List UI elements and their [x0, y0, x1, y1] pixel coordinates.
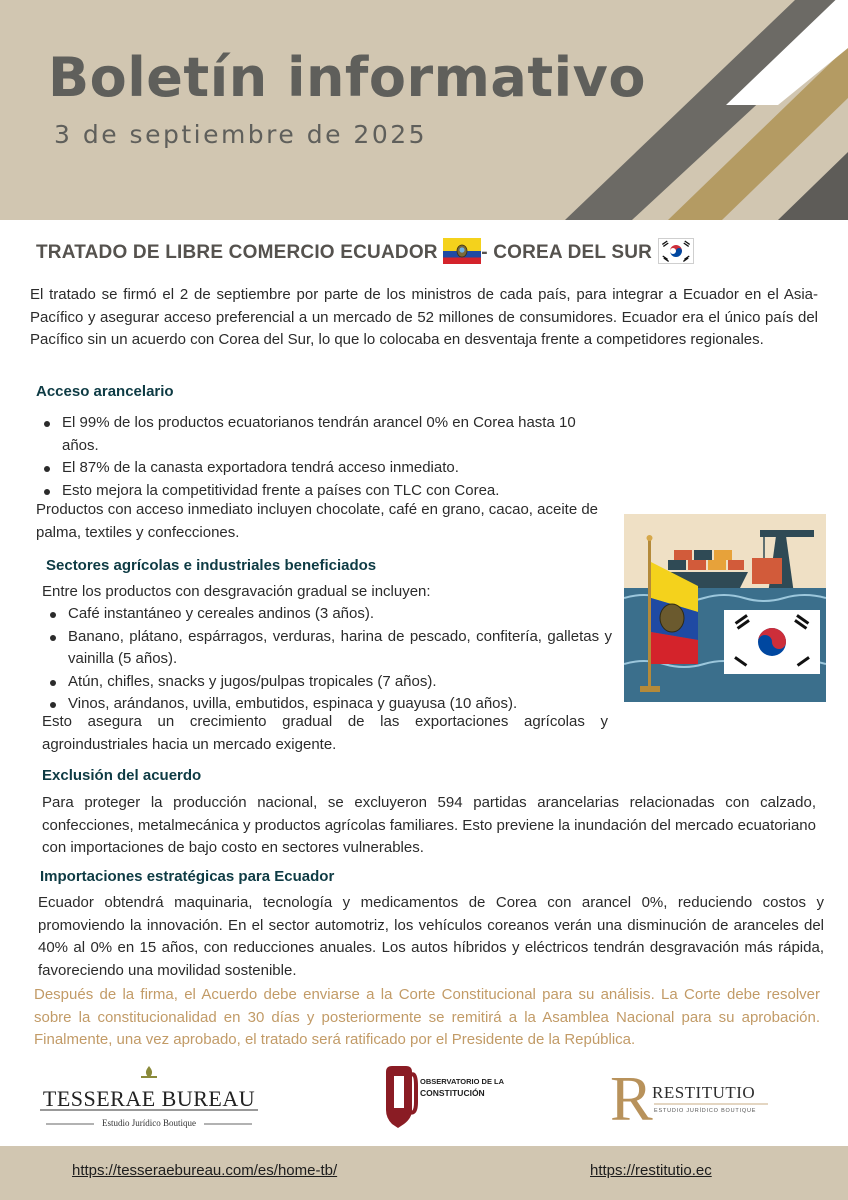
list-item: Esto mejora la competitividad frente a países con TLC con Corea. — [36, 480, 612, 503]
restitutio-tagline: ESTUDIO JURÍDICO BOUTIQUE — [654, 1108, 757, 1114]
trade-illustration — [624, 514, 826, 702]
header-banner — [0, 0, 848, 220]
sectors-list — [42, 603, 612, 716]
page-title: Boletín informativo — [48, 46, 646, 109]
tariff-access-note: Productos con acceso inmediato incluyen chocolate, café en grano, cacao, aceite de palma, textiles y confecciones. — [36, 501, 599, 541]
imports-heading: Importaciones estratégicas para Ecuador — [40, 868, 335, 885]
list-item: Vinos, arándanos, uvilla, embutidos, espinaca y guayusa (10 años). — [42, 693, 612, 716]
restitutio-logo-mark — [596, 1064, 776, 1132]
exclusion-heading: Exclusión del acuerdo — [42, 767, 202, 784]
treaty-title-part1: TRATADO DE LIBRE COMERCIO ECUADOR — [36, 242, 438, 264]
decorative-stripes — [0, 0, 848, 220]
exclusion-paragraph: Para proteger la producción nacional, se excluyeron 594 partidas arancelarias relacionadas con calzado, confecciones, metalmecánica y productos agrícolas familiares. Esto previene la inundación del mercado ecuatoriano con importaciones de bajo costo en sectores vulnerables. — [42, 794, 816, 856]
tesserae-name: TESSERAE BUREAU — [42, 1086, 256, 1111]
list-item: El 99% de los productos ecuatorianos tendrán arancel 0% en Corea hasta 10 años. — [36, 412, 612, 457]
sectors-outro: Esto asegura un crecimiento gradual de las exportaciones agrícolas y agroindustriales hacia un mercado exigente. — [42, 713, 608, 753]
restitutio-logo — [596, 1064, 776, 1132]
oc-logo-mark — [384, 1066, 504, 1130]
restitutio-website-link[interactable]: https://restitutio.ec — [590, 1162, 712, 1179]
tesserae-logo-mark — [36, 1064, 262, 1130]
south-korea-flag-icon — [658, 238, 694, 264]
list-item: Café instantáneo y cereales andinos (3 años). — [42, 603, 612, 626]
tariff-access-heading: Acceso arancelario — [36, 383, 174, 400]
korea-flag-panel — [724, 610, 820, 674]
tesserae-bureau-logo — [36, 1064, 262, 1130]
restitutio-name: RESTITUTIO — [652, 1083, 756, 1102]
treaty-title — [36, 240, 694, 266]
treaty-title-part2: - COREA DEL SUR — [481, 242, 653, 264]
intro-paragraph: El tratado se firmó el 2 de septiembre por parte de los ministros de cada país, para integrar a Ecuador en el Asia-Pacífico y asegurar acceso preferencial a un mercado de 52 millones de consumidores. Ecuador era el único país del Pacífico sin un acuerdo con Corea del Sur, lo que lo colocaba en desventaja frente a competidores regionales. — [30, 286, 818, 348]
ecuador-flag-icon — [443, 238, 481, 264]
tesserae-website-link[interactable]: https://tesseraebureau.com/es/home-tb/ — [72, 1162, 338, 1179]
restitutio-r-icon: R — [610, 1064, 653, 1132]
list-item: Atún, chifles, snacks y jugos/pulpas tropicales (7 años). — [42, 671, 612, 694]
oc-line2: CONSTITUCIÓN — [420, 1088, 485, 1098]
tariff-access-list — [36, 412, 612, 502]
observatorio-constitucion-logo — [384, 1066, 504, 1130]
closing-paragraph: Después de la firma, el Acuerdo debe enviarse a la Corte Constitucional para su análisis. La Corte debe resolver sobre la constitucionalidad en 30 días y posteriormente se remitirá a la Asamblea Nacional para su aprobación. Finalmente, una vez aprobado, el tratado será ratificado por el Presidente de la República. — [34, 986, 820, 1048]
oc-line1: OBSERVATORIO DE LA — [420, 1077, 504, 1086]
tesserae-tagline: Estudio Jurídico Boutique — [102, 1118, 196, 1128]
publication-date: 3 de septiembre de 2025 — [54, 120, 428, 149]
list-item: El 87% de la canasta exportadora tendrá acceso inmediato. — [36, 457, 612, 480]
imports-paragraph: Ecuador obtendrá maquinaria, tecnología y medicamentos de Corea con arancel 0%, reduciendo costos y promoviendo la innovación. En el sector automotriz, los vehículos coreanos verán una disminución de aranceles del 40% al 0% en 15 años, con reducciones anuales. Los autos híbridos y eléctricos tendrán desgravación más rápida, favoreciendo una movilidad sostenible. — [38, 894, 824, 979]
sectors-heading: Sectores agrícolas e industriales beneficiados — [46, 557, 377, 574]
footer-bar — [0, 1146, 848, 1200]
list-item: Banano, plátano, espárragos, verduras, harina de pescado, confitería, galletas y vainilla (5 años). — [42, 626, 612, 671]
sectors-intro: Entre los productos con desgravación gradual se incluyen: — [42, 583, 431, 600]
